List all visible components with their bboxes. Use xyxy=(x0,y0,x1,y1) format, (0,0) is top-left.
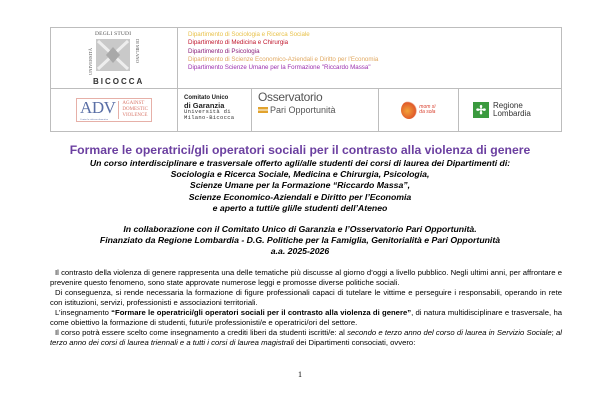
adv-logo: ADV Contro la violenza domestica AGAINST DOMESTIC VIOLENCE xyxy=(76,98,152,122)
department-item: Dipartimento di Sociologia e Ricerca Sociale xyxy=(188,31,310,38)
course-subtitle: Un corso interdisciplinare e trasversale offerto agli/alle studenti dei corsi di laurea dei Dipartimenti di: Sociologia e Ricerca Sociale, Medicina e Chirurgia, Psicologia, Scienze Umane per la Formazione “Riccardo Massa”, Scienze Economico-Aziendali e Diritto per l’Economia e aperto a tutti/e gli/le studenti dell’Ateneo xyxy=(89,158,511,213)
collaboration-block: In collaborazione con il Comitato Unico di Garanzia e l’Osservatorio Pari Opportunità. Finanziato da Regione Lombardia - D.G. Politiche per la Famiglia, Genitorialità e Pari Opportunità a.a. 2025-2026 xyxy=(99,224,501,257)
regione-cross-icon: ✢ xyxy=(473,102,489,118)
department-item: Dipartimento di Medicina e Chirurgia xyxy=(188,39,289,47)
department-item: Dipartimento di Scienze Economico-Aziendali e Diritto per l'Economia xyxy=(188,55,379,63)
body-text xyxy=(50,268,562,348)
osservatorio-logo: Osservatorio Pari Opportunità xyxy=(252,89,379,131)
department-item: Dipartimento Scienze Umane per la Formazione "Riccardo Massa" xyxy=(188,64,371,72)
course-title: Formare le operatrici/gli operatori sociali per il contrasto alla violenza di genere xyxy=(69,143,531,157)
equals-icon xyxy=(258,107,268,113)
flame-figure-icon xyxy=(401,101,417,119)
department-item: Dipartimento di Psicologia xyxy=(188,47,260,55)
paragraph: Di conseguenza, si rende necessaria la formazione di figure professionali capaci di tutelare le vittime e perseguire i responsabili, operando in rete con istituzioni, servizi, professionisti e associazioni territoriali. xyxy=(50,288,562,307)
adv-logo-cell xyxy=(51,89,178,131)
paragraph: Il contrasto della violenza di genere rappresenta una delle tematiche più discusse al giorno d’oggi a livello pubblico. Negli ultimi anni, per affrontare e prevenire questo fenomeno, sono state approvate numerose leggi e promosse diverse politiche sociali. xyxy=(50,268,562,287)
bicocca-emblem-icon xyxy=(96,39,130,71)
university-logo-cell xyxy=(51,28,178,88)
page-number: 1 xyxy=(298,370,302,379)
paragraph: Il corso potrà essere scelto come insegnamento a crediti liberi da studenti iscritti/e: al secondo e terzo anno del corso di laurea in Servizio Sociale; al terzo anno dei corsi di laurea triennali e a tutti i corsi di laurea magistrali dei Dipartimenti consociati, ovvero: xyxy=(50,328,563,347)
header-logo-table xyxy=(50,27,562,132)
paragraph: L’insegnamento “Formare le operatrici/gli operatori sociali per il contrasto alla violenza di genere”, di natura multidisciplinare e trasversale, ha come obiettivo la formazione di studenti, futuri/e professionisti/e e operatrici/ori del settore. xyxy=(50,308,562,327)
regione-lombardia-logo: ✢ Regione Lombardia xyxy=(459,89,561,131)
bicocca-logo: DEGLI STUDI UNIVERSITÀ DI MILANO BICOCCA xyxy=(88,31,145,86)
mom-logo: mom sì da sola xyxy=(379,89,459,131)
cug-logo: Comitato Unico di Garanzia Università di Milano-Bicocca xyxy=(178,89,252,131)
departments-list xyxy=(178,28,561,88)
